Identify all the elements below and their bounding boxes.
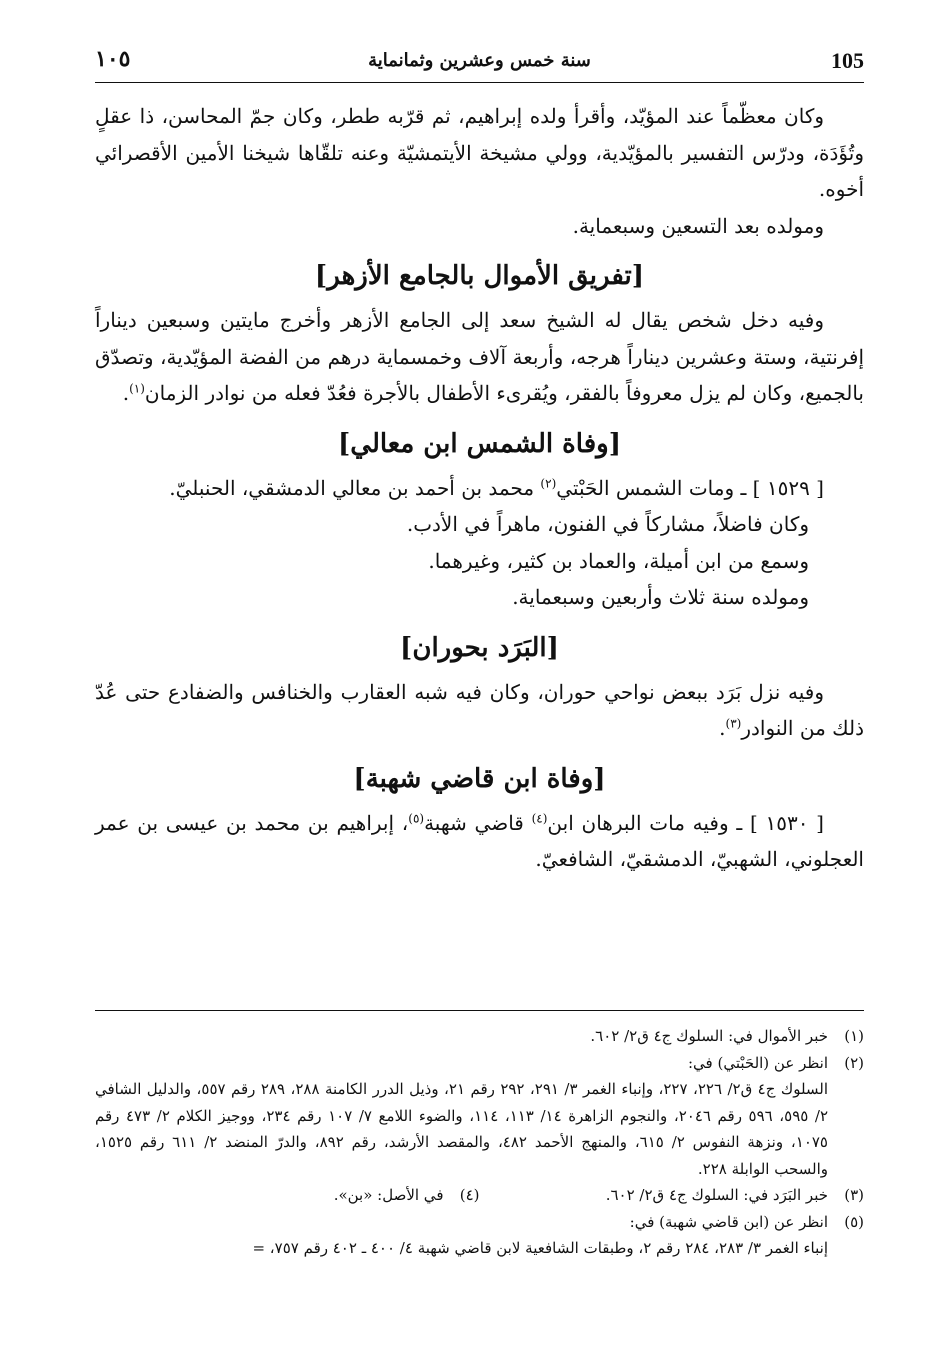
- footnote-ref: (١): [129, 381, 145, 396]
- footnote-number: (٤): [459, 1186, 480, 1204]
- section-heading: [وفاة الشمس ابن معالي]: [337, 428, 622, 459]
- footnote-ref: (٥): [408, 810, 425, 825]
- paragraph: وسمع من ابن أميلة، والعماد بن كثير، وغيرهما.: [428, 548, 809, 573]
- paragraph-text: وفيه نزل بَرَد ببعض نواحي حوران، وكان فيه شبه العقارب والخنافس والضفادع حتى عُدّ ذلك من النوادر: [95, 679, 864, 740]
- footnote-text: [95, 1209, 828, 1262]
- main-text: [95, 98, 864, 878]
- footnote: [95, 1023, 864, 1050]
- entry-start: [ ١٥٢٩ ] ـ ومات الشمس الحَبْتي: [556, 475, 824, 500]
- footnote-row: [95, 1182, 864, 1209]
- paragraph: وفيه نزل بَرَد ببعض نواحي حوران، وكان فيه شبه العقارب والخنافس والضفادع حتى عُدّ ذلك من النوادر$^{(٣)}$.: [95, 679, 864, 740]
- section-heading: [البَرَد بحوران]: [400, 632, 559, 663]
- footnote-ref: (٤): [531, 810, 548, 825]
- footnote: [480, 1182, 865, 1209]
- entry-text: محمد بن أحمد بن معالي الدمشقي، الحنبليّ.: [169, 475, 541, 500]
- paragraph: وكان فاضلاً، مشاركاً في الفنون، ماهراً في الأدب.: [406, 512, 809, 536]
- footnote-text: [95, 1050, 828, 1183]
- paragraph: وكان معظّماً عند المؤيّد، وأقرأ ولده إبراهيم، ثم قرّبه ططر، وكان جمّ المحاسن، ذا عقلٍ وتُؤَدَة، ودرّس التفسير بالمؤيّدية، وولي مشيخة الأيتمشيّة وعنه تلقّاها شيخنا الأمين الأقصرائي أخوه.: [95, 104, 864, 201]
- paragraph: وفيه دخل شخص يقال له الشيخ سعد إلى الجامع الأزهر وأخرج مايتين وسبعين ديناراً إفرنتية، وستة وعشرين ديناراً هرجه، وأربعة آلاف وخمسماية درهم من الفضة المؤيّدية، وتصدّق بالجميع، وكان لم يزل معروفاً بالفقر، ويُقرىء الأطفال بالأجرة فعُدّ فعله من نوادر الزمان$^{(١)}$.: [95, 308, 864, 405]
- footnote-intro: انظر عن (الحَبْتي) في:: [687, 1053, 828, 1072]
- footnote-sources: السلوك ج٤ ق٢/ ٢٢٦، ٢٢٧، وإنباء الغمر ٣/ ٢٩١، ٢٩٢ رقم ٢١، وذيل الدرر الكامنة ٢٨٨، ٢٨٩ رقم ٥٥٧، والدليل الشافي ٢/ ٥٩٥، ٥٩٦ رقم ٢٠٤٦، والنجوم الزاهرة ١٤/ ١١٣، ١١٤، والضوء اللامع ٧/ ١٠٧ رقم ٢٣٤، ووجيز الكلام ٢/ ٤٧٣ رقم ١٠٧٥، ونزهة النفوس ٢/ ٦١٥، والمنهج الأحمد ٤٨٢، والمقصد الأرشد، رقم ٨٩٢، والدرّ المنضد ٢/ ٦١١ رقم ١٥٢٥، والسحب الوابلة ٢٢٨.: [95, 1080, 829, 1178]
- entry-text: ، إبراهيم بن محمد بن عيسى بن عمر العجلوني، الشهبيّ، الدمشقيّ، الشافعيّ.: [95, 810, 864, 871]
- footnote-number: (٥): [844, 1212, 864, 1231]
- footnote-sources: إنباء الغمر ٣/ ٢٨٣، ٢٨٤ رقم ٢، وطبقات الشافعية لابن قاضي شهبة ٤/ ٤٠٠ ـ ٤٠٢ رقم ٧٥٧، =: [252, 1239, 828, 1257]
- section-heading: [تفريق الأموال بالجامع الأزهر]: [314, 261, 645, 291]
- page-number-arabic: ١٠٥: [95, 46, 131, 72]
- section-heading: [وفاة ابن قاضي شهبة]: [353, 763, 606, 794]
- page-header: [95, 42, 864, 83]
- footnote-number: (٢): [844, 1053, 864, 1072]
- footnote: [95, 1209, 864, 1262]
- footnotes: [95, 1010, 864, 1262]
- entry-paragraph: [95, 470, 864, 507]
- footnote-number: (١): [844, 1027, 864, 1045]
- footnote-ref: (٢): [540, 475, 557, 490]
- entry-start: [ ١٥٣٠ ] ـ وفيه مات البرهان ابن: [547, 810, 824, 835]
- footnote-number: (٣): [844, 1186, 864, 1204]
- paragraph: ومولده سنة ثلاث وأربعين وسبعماية.: [512, 585, 809, 609]
- running-title: سنة خمس وعشرين وثمانماية: [368, 50, 591, 71]
- entry-paragraph: [95, 805, 864, 878]
- footnote: [95, 1050, 864, 1183]
- page-number-latin: 105: [831, 48, 864, 73]
- footnote: [95, 1182, 480, 1209]
- footnote-ref: (٣): [725, 716, 742, 731]
- footnote-text: خبر الأموال في: السلوك ج٤ ق٢/ ٦٠٢.: [590, 1027, 828, 1045]
- paragraph-text: وفيه دخل شخص يقال له الشيخ سعد إلى الجامع الأزهر وأخرج مايتين وسبعين ديناراً إفرنتية، وستة وعشرين ديناراً هرجه، وأربعة آلاف وخمسماية درهم من الفضة المؤيّدية، وتصدّق بالجميع، وكان لم يزل معروفاً بالفقر، ويُقرىء الأطفال بالأجرة فعُدّ فعله من نوادر الزمان: [95, 308, 864, 405]
- footnote-text: خبر البَرَد في: السلوك ج٤ ق٢/ ٦٠٢.: [605, 1186, 828, 1204]
- paragraph: ومولده بعد التسعين وسبعماية.: [572, 213, 824, 238]
- footnote-intro: انظر عن (ابن قاضي شهبة) في:: [629, 1212, 828, 1231]
- entry-text: قاضي شهبة: [424, 810, 532, 835]
- footnote-text: في الأصل: «بن».: [333, 1186, 444, 1204]
